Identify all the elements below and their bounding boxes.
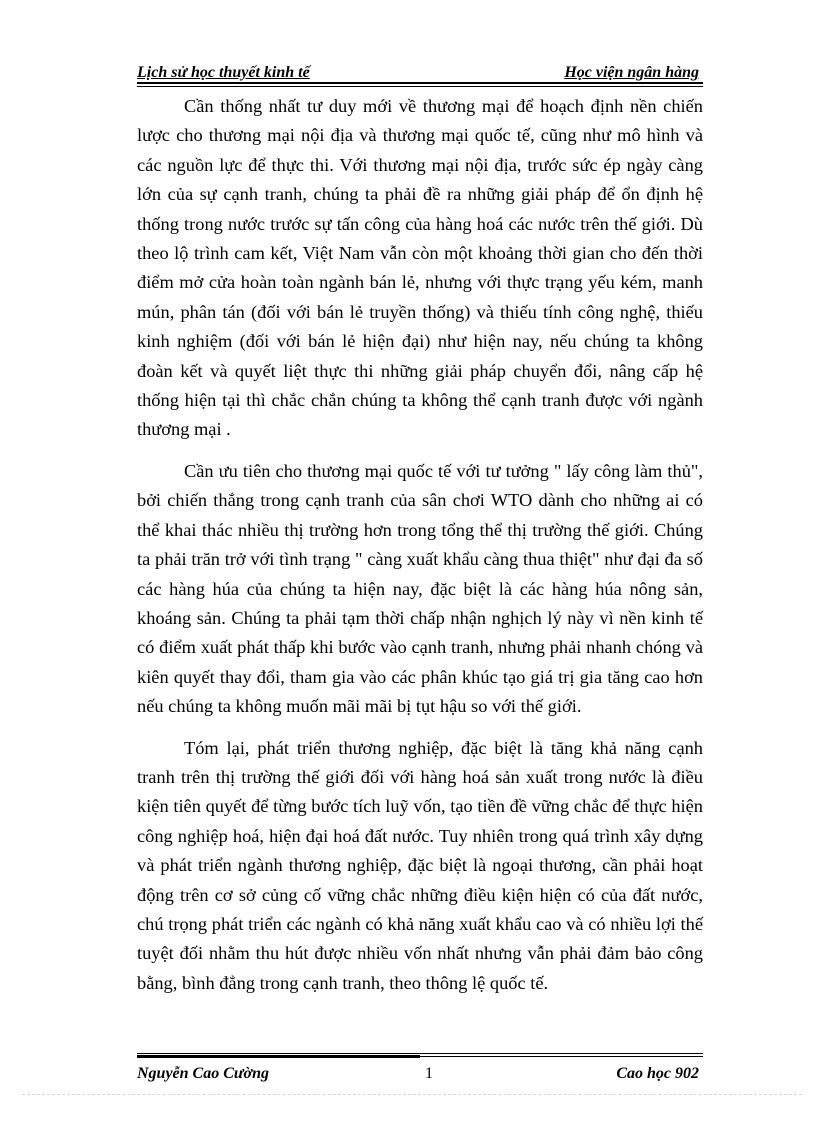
header-course-title: Lịch sử học thuyết kinh tế (137, 64, 310, 81)
footer-rule-accent (137, 1055, 420, 1058)
footer-author: Nguyễn Cao Cường (137, 1065, 269, 1082)
paragraph: Cần thống nhất tư duy mới về thương mại để hoạch định nền chiến lược cho thương mại nội địa và thương mại quốc tế, cũng như mô hình và các nguồn lực để thực thi. Với thương mại nội địa, trước sức ép ngày càng lớn của sự cạnh tranh, chúng ta phải đề ra những giải pháp để ổn định hệ thống trong nước trước sự tấn công của hàng hoá các nước trên thế giới. Dù theo lộ trình cam kết, Việt Nam vẫn còn một khoảng thời gian cho đến thời điểm mở cửa hoàn toàn ngành bán lẻ, nhưng với thực trạng yếu kém, manh mún, phân tán (đối với bán lẻ truyền thống) và thiếu tính công nghệ, thiếu kinh nghiệm (đối với bán lẻ hiện đại) như hiện nay, nếu chúng ta không đoàn kết và quyết liệt thực thi những giải pháp chuyển đổi, nâng cấp hệ thống hiện tại thì chắc chắn chúng ta không thể cạnh tranh được với ngành thương mại . (137, 96, 703, 440)
page-header (137, 62, 703, 84)
header-rule (137, 82, 703, 84)
paragraph: Cần ưu tiên cho thương mại quốc tế với tư tưởng " lấy công làm thủ", bởi chiến thắng trong cạnh tranh của sân chơi WTO dành cho những ai có thể khai thác nhiều thị trường hơn trong tổng thể thị trường thế giới. Chúng ta phải trăn trở với tình trạng " càng xuất khẩu càng thua thiệt" như đại đa số các hàng húa của chúng ta hiện nay, đặc biệt là các hàng húa nông sản, khoáng sản. Chúng ta phải tạm thời chấp nhận nghịch lý này vì nền kinh tế có điểm xuất phát thấp khi bước vào cạnh tranh, nhưng phải nhanh chóng và kiên quyết thay đổi, tham gia vào các phân khúc tạo giá trị gia tăng cao hơn nếu chúng ta không muốn mãi mãi bị tụt hậu so với thế giới. (137, 460, 703, 717)
body-text (137, 92, 703, 1010)
footer-program: Cao học 902 (616, 1065, 699, 1082)
header-institution: Học viện ngân hàng (564, 64, 699, 81)
header-rule-secondary (137, 86, 703, 87)
footer-rule-thin (137, 1053, 703, 1054)
page-footer (137, 1064, 703, 1086)
page-number: 1 (425, 1065, 433, 1082)
page-bottom-divider (22, 1094, 802, 1095)
footer-rule (137, 1053, 703, 1059)
paragraph: Tóm lại, phát triển thương nghiệp, đặc biệt là tăng khả năng cạnh tranh trên thị trường thế giới đối với hàng hoá sản xuất trong nước là điều kiện tiên quyết để từng bước tích luỹ vốn, tạo tiền đề vững chắc để thực hiện công nghiệp hoá, hiện đại hoá đất nước. Tuy nhiên trong quá trình xây dựng và phát triển ngành thương nghiệp, đặc biệt là ngoại thương, cần phải hoạt động trên cơ sở củng cố vững chắc những điều kiện hiện có của đất nước, chú trọng phát triển các ngành có khả năng xuất khẩu cao và có nhiều lợi thế tuyệt đối nhằm thu hút được nhiều vốn nhất nhưng vẫn phải đảm bảo công bằng, bình đẳng trong cạnh tranh, theo thông lệ quốc tế. (137, 737, 703, 993)
